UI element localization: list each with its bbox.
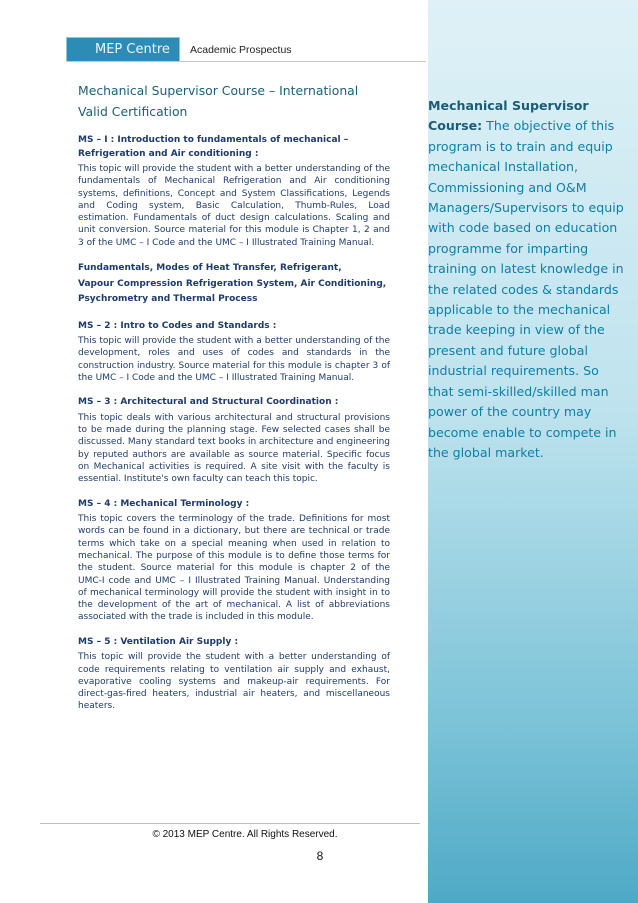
module-ms3 xyxy=(78,396,390,485)
copyright-notice: © 2013 MEP Centre. All Rights Reserved. xyxy=(152,829,338,840)
module-description: This topic covers the terminology of the trade. Definitions for most words can be found in a dictionary, but there are technical or trade terms which take on a special meaning when used in relation to mechanical. The purpose of this module is to define those terms for the student. Source material for this module is chapter 2 of the UMC-I code and UMC – I Illustrated Training Manual. Understanding of mechanical terminology will provide the student with insight in to the development of the art of mechanical. A list of abbreviations associated with the trade is included in this module. xyxy=(78,514,390,623)
module-title xyxy=(78,134,390,161)
module-title-line1: MS – I : Introduction to fundamentals of mechanical – xyxy=(78,135,349,145)
fundamentals-line3: Psychrometry and Thermal Process xyxy=(78,294,258,305)
page-number: 8 xyxy=(316,849,324,863)
module-description: This topic will provide the student with a better understanding of the fundamentals of Mechanical Refrigeration and Air conditioning systems, definitions, Concept and System Classifications, Legends and Coding system, Basic Calculation, Thumb-Rules, Load estimation. Fundamentals of duct design calculations. Scaling and unit conversion. Source material for this module is Chapter 1, 2 and 3 of the UMC – I Code and the UMC – I Illustrated Training Manual. xyxy=(78,164,390,248)
sidebar-lead: Mechanical Supervisor Course: xyxy=(428,98,589,134)
sidebar-body: The objective of this program is to train and equip mechanical Installation, Commissioning and O&M Managers/Supervisors to equip with code based on education programme for imparting training on latest knowledge in the related codes & standards applicable to the mechanical trade keeping in view of the present and future global industrial requirements. So that semi-skilled/skilled man power of the country may become enable to compete in the global market. xyxy=(428,118,624,460)
fundamentals-line1: Fundamentals, Modes of Heat Transfer, Refrigerant, xyxy=(78,263,342,274)
module-title: MS – 4 : Mechanical Terminology : xyxy=(78,498,250,509)
module-ms2 xyxy=(78,320,390,385)
logo: MEP Centre xyxy=(66,37,180,62)
module-ms5 xyxy=(78,636,390,713)
module-title: MS – 2 : Intro to Codes and Standards : xyxy=(78,320,277,331)
fundamentals-list xyxy=(78,261,390,308)
fundamentals-line2: Vapour Compression Refrigeration System, Air Conditioning, xyxy=(78,278,387,289)
header-divider xyxy=(66,61,426,62)
document-title: Academic Prospectus xyxy=(190,44,292,56)
module-description: This topic will provide the student with a better understanding of code requirements relating to ventilation air supply and exhaust, evaporative cooling systems and makeup-air requirements. For direct-gas-fired heaters, industrial air heaters, and miscellaneous heaters. xyxy=(78,652,390,712)
course-title-line2: Valid Certification xyxy=(78,104,188,119)
footer-divider xyxy=(40,823,420,824)
module-description: This topic deals with various architectural and structural provisions to be made during the planning stage. Few selected cases shall be discussed. Many standard text books in architecture and engineering by reputed authors are available as source material. Specific focus on Mechanical activities is required. A site visit with the faculty is essential. Institute's own faculty can teach this topic. xyxy=(78,412,390,485)
module-description: This topic will provide the student with a better understanding of the development, roles and uses of codes and standards in the construction industry. Source material for this module is chapter 3 of the UMC – I Code and the UMC – I Illustrated Training Manual. xyxy=(78,336,390,383)
module-title-line2: Refrigeration and Air conditioning : xyxy=(78,148,259,159)
module-title: MS – 5 : Ventilation Air Supply : xyxy=(78,636,239,647)
main-content xyxy=(78,80,390,725)
course-title-line1: Mechanical Supervisor Course – International xyxy=(78,83,359,98)
module-ms1 xyxy=(78,134,390,249)
module-ms4 xyxy=(78,498,390,624)
module-title: MS – 3 : Architectural and Structural Coordination : xyxy=(78,397,339,408)
course-title xyxy=(78,80,390,122)
sidebar-objective xyxy=(428,96,628,463)
